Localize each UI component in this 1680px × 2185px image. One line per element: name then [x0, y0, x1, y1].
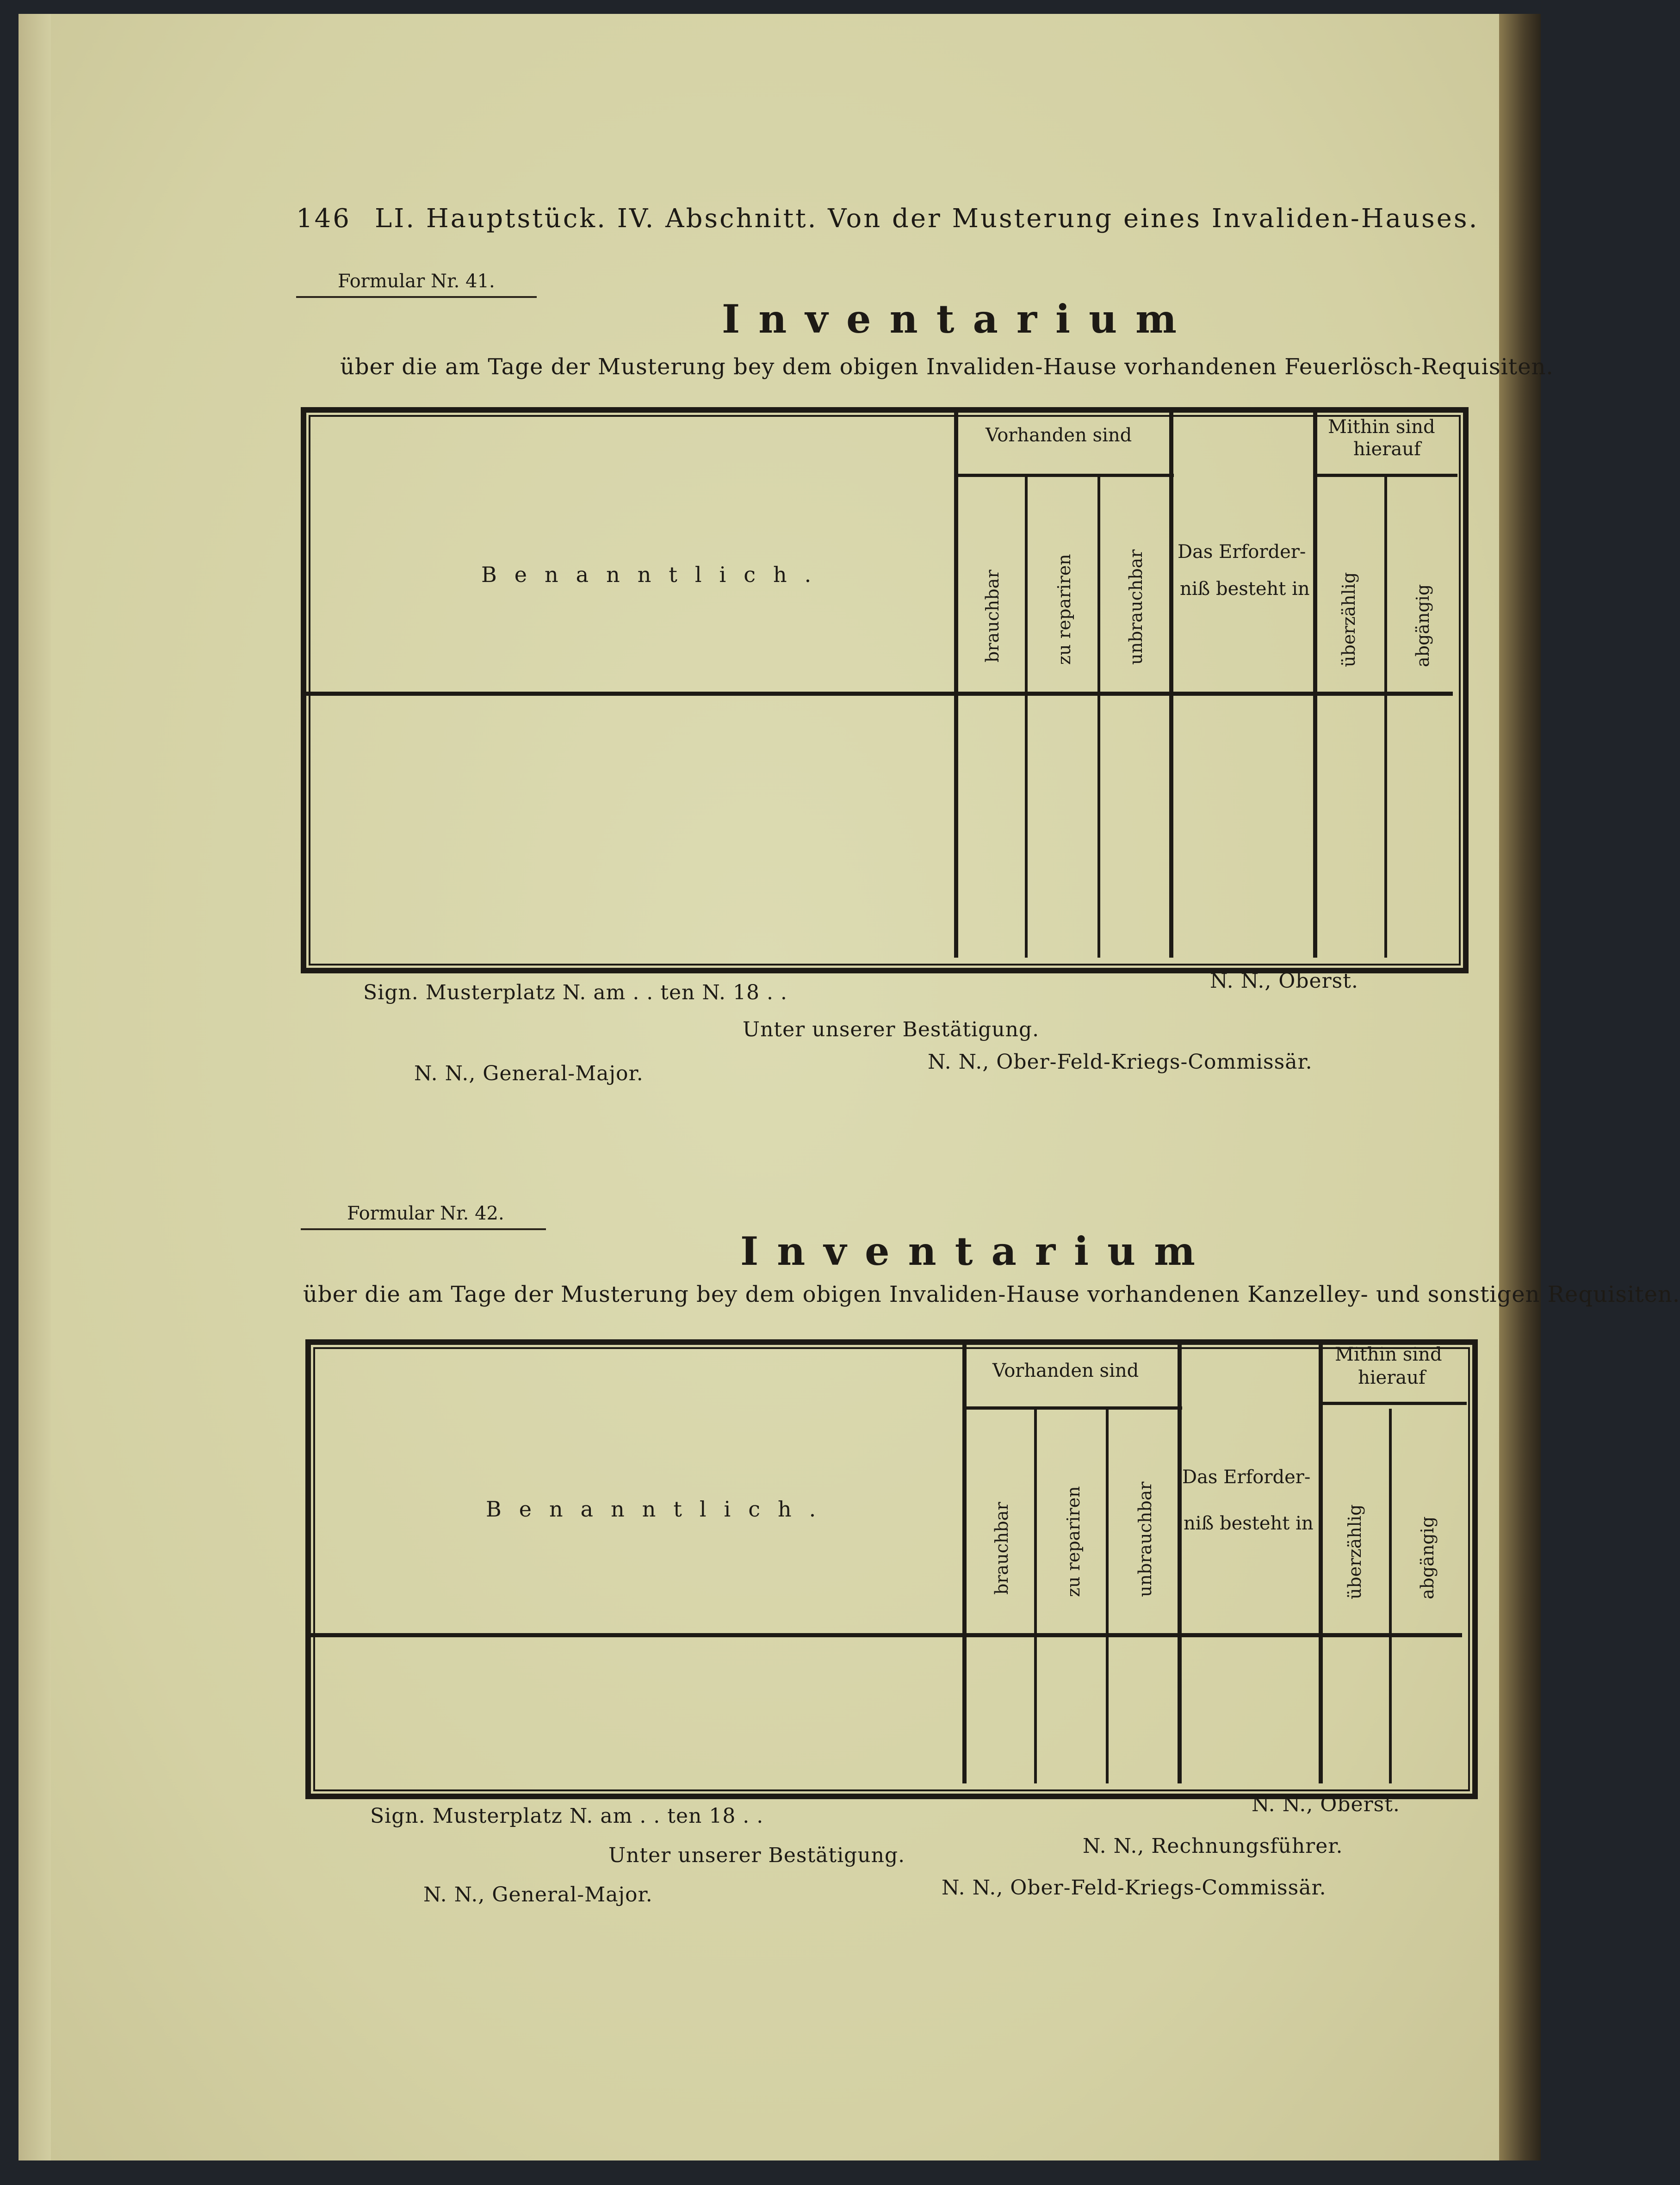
form42-subtitle: über die am Tage der Musterung bey dem obigen Invaliden-Hause vorhandenen Kanzelley- und sonstigen Requisiten. — [303, 1281, 1680, 1307]
form42-bestaetigung: Unter unserer Bestätigung. — [608, 1844, 905, 1867]
form41-mithin-2: hierauf — [1353, 439, 1421, 460]
page-edge — [19, 14, 51, 2160]
form41-erforder-2: niß besteht in — [1180, 578, 1310, 600]
form41-commissaer: N. N., Ober-Feld-Kriegs-Commissär. — [928, 1050, 1313, 1074]
form42-col-divider — [962, 1339, 967, 1783]
form42-col-divider — [1389, 1409, 1392, 1783]
form41-subtitle: über die am Tage der Musterung bey dem obigen Invaliden-Hause vorhandenen Feuerlösch-Requisiten. — [340, 354, 1554, 380]
form42-mithin-1: Mithin sind — [1335, 1344, 1442, 1365]
form41-col-divider — [1169, 407, 1173, 958]
formular-41-rule — [296, 296, 537, 298]
form42-table — [305, 1339, 1478, 1799]
form41-col-divider — [1025, 477, 1028, 958]
form42-row-divider — [310, 1633, 1462, 1637]
form42-unbrauchbar: unbrauchbar — [1135, 1481, 1155, 1597]
form42-abgaengig: abgängig — [1417, 1516, 1438, 1599]
form42-general: N. N., General-Major. — [423, 1883, 653, 1906]
form42-rechnungsfuehrer: N. N., Rechnungsführer. — [1083, 1834, 1343, 1858]
form42-col-divider — [1178, 1339, 1182, 1783]
form41-general: N. N., General-Major. — [414, 1062, 644, 1085]
form42-title: Inventarium — [740, 1228, 1214, 1274]
form41-zu-repariren: zu repariren — [1054, 554, 1074, 665]
form41-mithin-1: Mithin sind — [1328, 416, 1435, 438]
form42-sign: Sign. Musterplatz N. am . . ten 18 . . — [370, 1804, 764, 1828]
form41-col-divider — [1097, 477, 1100, 958]
form41-row-divider — [305, 692, 1453, 696]
form41-abgaengig: abgängig — [1413, 584, 1433, 667]
form41-oberst: N. N., Oberst. — [1210, 969, 1358, 993]
form42-ueberzaehlig: überzählig — [1345, 1504, 1365, 1599]
form41-col-divider — [1384, 477, 1387, 958]
form41-sign: Sign. Musterplatz N. am . . ten N. 18 . . — [363, 981, 787, 1004]
formular-42-label: Formular Nr. 42. — [347, 1203, 504, 1224]
form41-erforder-1: Das Erforder- — [1178, 541, 1306, 563]
form41-ueberzaehlig: überzählig — [1339, 572, 1359, 667]
form41-row-divider — [954, 474, 1174, 477]
form41-title: Inventarium — [722, 296, 1196, 342]
form41-benanntlich: Benanntlich. — [481, 562, 829, 587]
form41-table — [301, 407, 1469, 973]
form42-col-divider — [1034, 1409, 1037, 1783]
form42-commissaer: N. N., Ober-Feld-Kriegs-Commissär. — [942, 1876, 1327, 1900]
form42-mithin-2: hierauf — [1358, 1367, 1426, 1388]
form41-brauchbar: brauchbar — [982, 569, 1003, 662]
formular-41-label: Formular Nr. 41. — [338, 271, 495, 292]
form41-col-divider — [954, 407, 958, 958]
form41-row-divider — [1313, 474, 1457, 477]
formular-42-rule — [301, 1228, 546, 1230]
form42-erforder-1: Das Erforder- — [1182, 1467, 1311, 1488]
form42-col-divider — [1319, 1339, 1323, 1783]
running-head: LI. Hauptstück. IV. Abschnitt. Von der Musterung eines Invaliden-Hauses. — [375, 204, 1479, 234]
form42-oberst: N. N., Oberst. — [1252, 1793, 1400, 1816]
form42-col-divider — [1106, 1409, 1109, 1783]
form42-brauchbar: brauchbar — [992, 1502, 1012, 1595]
form42-row-divider — [962, 1406, 1182, 1410]
form42-erforder-2: niß besteht in — [1184, 1513, 1314, 1534]
page-number: 146 — [296, 204, 351, 234]
form42-vorhanden: Vorhanden sind — [992, 1360, 1139, 1381]
form41-bestaetigung: Unter unserer Bestätigung. — [743, 1018, 1040, 1041]
book-spine — [1499, 14, 1541, 2160]
form42-row-divider — [1319, 1402, 1467, 1405]
form42-zu-repariren: zu repariren — [1063, 1486, 1084, 1597]
form41-col-divider — [1313, 407, 1317, 958]
form42-benanntlich: Benanntlich. — [486, 1497, 834, 1522]
form41-unbrauchbar: unbrauchbar — [1126, 549, 1146, 665]
form41-vorhanden: Vorhanden sind — [986, 425, 1132, 446]
